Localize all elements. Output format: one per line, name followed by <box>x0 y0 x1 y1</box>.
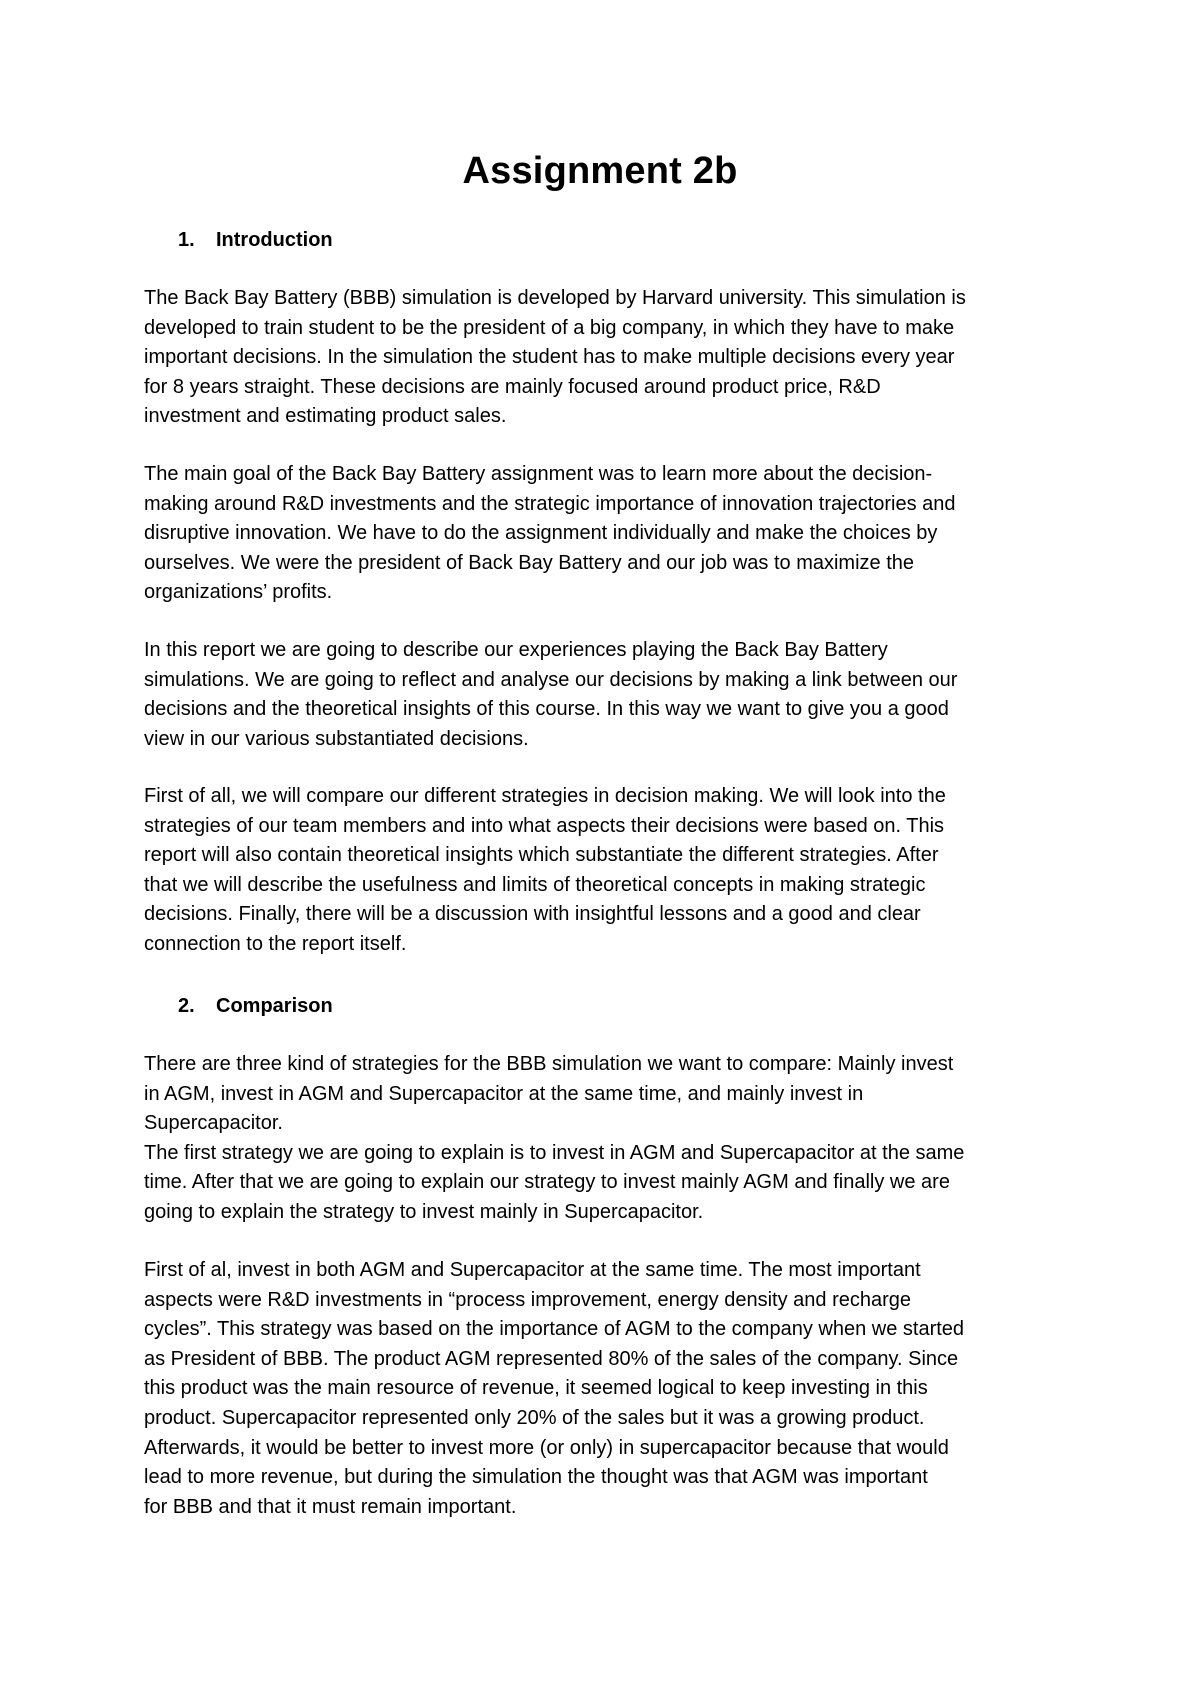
section-heading-introduction <box>178 226 333 254</box>
paragraph-6 <box>144 1256 1064 1522</box>
section-number: 1. <box>178 229 195 251</box>
text-line: in AGM, invest in AGM and Supercapacitor at the same time, and mainly invest in <box>144 1082 864 1105</box>
text-line: organizations’ profits. <box>144 581 333 604</box>
text-line: important decisions. In the simulation the student has to make multiple decisions every year <box>144 346 955 369</box>
document-title: Assignment 2b <box>462 150 738 192</box>
text-line: In this report we are going to describe our experiences playing the Back Bay Battery <box>144 639 888 661</box>
text-line: First of al, invest in both AGM and Supercapacitor at the same time. The most important <box>144 1259 921 1281</box>
paragraph-3 <box>144 636 1064 754</box>
paragraph-4 <box>144 782 1064 960</box>
section-title: Comparison <box>216 995 333 1017</box>
text-line: ourselves. We were the president of Back Bay Battery and our job was to maximize the <box>144 551 914 574</box>
text-line: time. After that we are going to explain our strategy to invest mainly AGM and finally we are <box>144 1171 950 1194</box>
paragraph-1 <box>144 284 1064 432</box>
paragraph-5 <box>144 1050 1064 1228</box>
text-line: There are three kind of strategies for the BBB simulation we want to compare: Mainly invest <box>144 1053 954 1075</box>
text-line: Afterwards, it would be better to invest more (or only) in supercapacitor because that would <box>144 1436 949 1459</box>
text-line: for 8 years straight. These decisions are mainly focused around product price, R&D <box>144 375 881 398</box>
text-line: decisions. Finally, there will be a discussion with insightful lessons and a good and clear <box>144 903 921 926</box>
text-line: decisions and the theoretical insights of this course. In this way we want to give you a good <box>144 698 949 721</box>
text-line: disruptive innovation. We have to do the assignment individually and make the choices by <box>144 522 938 545</box>
text-line: connection to the report itself. <box>144 932 407 955</box>
text-line: The Back Bay Battery (BBB) simulation is developed by Harvard university. This simulation is <box>144 287 966 309</box>
text-line: investment and estimating product sales. <box>144 405 507 428</box>
text-line: for BBB and that it must remain important. <box>144 1495 517 1518</box>
text-line: report will also contain theoretical insights which substantiate the different strategies. After <box>144 844 939 867</box>
text-line: lead to more revenue, but during the simulation the thought was that AGM was important <box>144 1466 928 1489</box>
text-line: view in our various substantiated decisions. <box>144 727 529 750</box>
text-line: cycles”. This strategy was based on the importance of AGM to the company when we started <box>144 1318 965 1341</box>
paragraph-2 <box>144 460 1064 608</box>
text-line: going to explain the strategy to invest mainly in Supercapacitor. <box>144 1200 704 1223</box>
text-line: simulations. We are going to reflect and analyse our decisions by making a link between our <box>144 668 958 691</box>
text-line: The main goal of the Back Bay Battery assignment was to learn more about the decision- <box>144 463 933 485</box>
text-line: The first strategy we are going to explain is to invest in AGM and Supercapacitor at the same <box>144 1141 965 1164</box>
text-line: Supercapacitor. <box>144 1112 283 1135</box>
text-line: as President of BBB. The product AGM represented 80% of the sales of the company. Since <box>144 1347 959 1370</box>
section-heading-comparison <box>178 992 333 1020</box>
section-title: Introduction <box>216 229 333 251</box>
text-line: product. Supercapacitor represented only 20% of the sales but it was a growing product. <box>144 1406 925 1429</box>
text-line: strategies of our team members and into what aspects their decisions were based on. This <box>144 814 945 837</box>
text-line: making around R&D investments and the strategic importance of innovation trajectories and <box>144 492 956 515</box>
text-line: aspects were R&D investments in “process improvement, energy density and recharge <box>144 1288 912 1311</box>
text-line: that we will describe the usefulness and limits of theoretical concepts in making strategic <box>144 873 926 896</box>
text-line: First of all, we will compare our different strategies in decision making. We will look into the <box>144 785 946 807</box>
section-number: 2. <box>178 995 195 1017</box>
text-line: developed to train student to be the president of a big company, in which they have to make <box>144 316 955 339</box>
text-line: this product was the main resource of revenue, it seemed logical to keep investing in this <box>144 1377 928 1400</box>
